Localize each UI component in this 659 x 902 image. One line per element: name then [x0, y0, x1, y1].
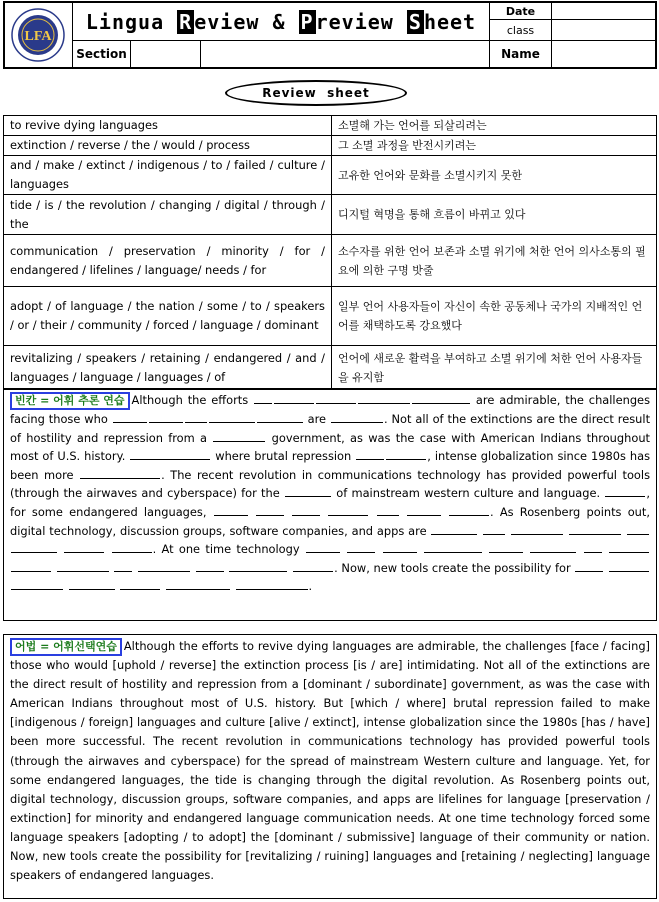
blank-field[interactable]	[569, 524, 621, 535]
passage-text: . At one time technology	[152, 542, 300, 557]
date-label: Date	[490, 3, 552, 20]
blank-field[interactable]	[196, 561, 224, 572]
vocab-korean: 디지털 혁명을 통해 흐름이 바뀌고 있다	[332, 195, 657, 235]
blank-field[interactable]	[412, 393, 470, 404]
name-label: Name	[490, 41, 552, 67]
title-text: eview &	[194, 9, 299, 34]
vocab-english: extinction / reverse / the / would / process	[4, 136, 332, 156]
passage-text: where brutal repression	[215, 449, 352, 464]
vocab-korean: 그 소멸 과정을 반전시키려는	[332, 136, 657, 156]
blank-field[interactable]	[229, 561, 287, 572]
blank-field[interactable]	[609, 542, 649, 553]
section-extra-field[interactable]	[201, 41, 490, 67]
blank-field[interactable]	[449, 505, 489, 516]
passage-text: , intense globalization since 1980s has been more	[10, 449, 651, 482]
vocab-english: communication / preservation / minority / for / endangered / lifelines / language/ needs / for	[4, 235, 332, 287]
blank-field[interactable]	[213, 431, 265, 442]
passage-text: . The recent revolution in communications technology has provided powerful tools (through the airwaves and cyberspace) for the	[10, 467, 650, 501]
blank-field[interactable]	[285, 486, 331, 497]
blank-field[interactable]	[274, 393, 314, 404]
blank-exercise-box	[3, 388, 657, 621]
choice-exercise-tag: 어법 = 어휘선택연습	[10, 638, 122, 656]
blank-field[interactable]	[257, 412, 303, 423]
blank-field[interactable]	[424, 542, 482, 553]
blank-field[interactable]	[292, 505, 320, 516]
vocab-korean: 소멸해 가는 언어를 되살리려는	[332, 116, 657, 136]
blank-field[interactable]	[69, 579, 115, 590]
blank-field[interactable]	[316, 393, 356, 404]
logo-text: LFA	[24, 29, 52, 44]
passage-text: .	[308, 579, 313, 594]
blank-field[interactable]	[214, 505, 248, 516]
blank-field[interactable]	[383, 542, 417, 553]
title-highlight-letter: R	[179, 9, 193, 34]
blank-field[interactable]	[407, 505, 441, 516]
logo-cell	[5, 3, 73, 67]
blank-field[interactable]	[209, 412, 255, 423]
name-field[interactable]	[552, 41, 655, 67]
blank-field[interactable]	[236, 579, 308, 590]
blank-exercise-tag: 빈칸 = 어휘 추론 연습	[10, 392, 130, 410]
blank-field[interactable]	[11, 579, 63, 590]
passage-text: are admirable, the challenges facing those who	[10, 393, 650, 426]
blank-field[interactable]	[138, 561, 190, 572]
title-text: heet	[423, 9, 477, 34]
title-highlight-letter: S	[408, 9, 422, 34]
class-field[interactable]	[552, 20, 655, 41]
vocab-korean: 언어에 새로운 활력을 부여하고 소멸 위기에 처한 언어 사용자들을 유지함	[332, 346, 657, 390]
blank-field[interactable]	[80, 468, 160, 479]
blank-field[interactable]	[328, 505, 368, 516]
blank-field[interactable]	[483, 524, 505, 535]
blank-field[interactable]	[489, 542, 523, 553]
title-text: review	[315, 9, 407, 34]
sheet-title	[73, 3, 490, 41]
passage-text: are	[307, 412, 327, 426]
blank-field[interactable]	[57, 561, 109, 572]
blank-field[interactable]	[293, 561, 333, 572]
vocab-row	[4, 235, 657, 287]
blank-field[interactable]	[511, 524, 563, 535]
blank-field[interactable]	[306, 542, 340, 553]
title-text: Lingua	[85, 9, 178, 34]
blank-field[interactable]	[114, 561, 132, 572]
vocab-korean: 일부 언어 사용자들이 자신이 속한 공동체나 국가의 지배적인 언어를 채택하도록 강요했다	[332, 287, 657, 346]
vocab-english: to revive dying languages	[4, 116, 332, 136]
blank-field[interactable]	[113, 412, 147, 423]
vocab-row	[4, 195, 657, 235]
blank-field[interactable]	[331, 412, 383, 423]
blank-field[interactable]	[256, 505, 284, 516]
blank-field[interactable]	[347, 542, 375, 553]
passage-text: . As Rosenberg points out, digital technology, discussion groups, software companies, and apps are	[10, 504, 650, 538]
vocab-row	[4, 346, 657, 390]
blank-field[interactable]	[627, 524, 649, 535]
vocab-english: tide / is / the revolution / changing / digital / through / the	[4, 195, 332, 235]
worksheet-header	[3, 1, 657, 69]
section-field[interactable]	[131, 41, 201, 67]
vocab-table	[3, 115, 657, 390]
blank-field[interactable]	[64, 542, 104, 553]
vocab-row	[4, 287, 657, 346]
blank-field[interactable]	[377, 505, 399, 516]
vocab-english: adopt / of language / the nation / some / to / speakers / or / their / community / forced / language / dominant	[4, 287, 332, 346]
blank-field[interactable]	[166, 579, 230, 590]
blank-field[interactable]	[11, 561, 51, 572]
class-label: class	[490, 20, 552, 41]
blank-field[interactable]	[149, 412, 183, 423]
section-label: Section	[73, 41, 131, 67]
vocab-row	[4, 136, 657, 156]
blank-field[interactable]	[575, 561, 603, 572]
passage-text: government, as was the case with American Indians throughout most of U.S. history.	[10, 430, 651, 464]
blank-field[interactable]	[11, 542, 57, 553]
vocab-row	[4, 156, 657, 195]
passage-text: Although the efforts	[131, 393, 249, 407]
blank-field[interactable]	[584, 542, 602, 553]
blank-field[interactable]	[254, 393, 272, 404]
blank-field[interactable]	[358, 393, 410, 404]
vocab-korean: 소수자를 위한 언어 보존과 소멸 위기에 처한 언어 의사소통의 필요에 의한 구명 밧줄	[332, 235, 657, 287]
blank-field[interactable]	[431, 524, 477, 535]
choice-exercise-box	[3, 634, 657, 899]
vocab-english: and / make / extinct / indigenous / to / failed / culture / languages	[4, 156, 332, 195]
blank-field[interactable]	[605, 486, 645, 497]
passage-text: , for some endangered languages,	[10, 486, 651, 519]
passage-text: . Now, new tools create the possibility for	[334, 560, 571, 575]
vocab-english: revitalizing / speakers / retaining / endangered / and / languages / language / languages / of	[4, 346, 332, 390]
blank-field[interactable]	[130, 449, 210, 460]
blank-field[interactable]	[185, 412, 207, 423]
blank-field[interactable]	[609, 561, 649, 572]
review-sheet-title: Review sheet	[225, 80, 407, 106]
blank-field[interactable]	[386, 449, 426, 460]
title-highlight-letter: P	[300, 9, 314, 34]
blank-field[interactable]	[356, 449, 384, 460]
passage-text: of	[336, 486, 348, 501]
vocab-row	[4, 116, 657, 136]
vocab-korean: 고유한 언어와 문화를 소멸시키지 못한	[332, 156, 657, 195]
passage-text: mainstream western culture and language.	[351, 486, 601, 501]
school-logo-icon	[11, 8, 65, 62]
blank-field[interactable]	[112, 542, 152, 553]
blank-field[interactable]	[120, 579, 160, 590]
date-field[interactable]	[552, 3, 655, 20]
choice-passage-text: Although the efforts to revive dying languages are admirable, the challenges [face / facing] those who would [uphold / reverse] the extinction process [is / are] intimidating. Not all of the extinctions are the direct result of hostility and repression from a [dominant / subordinate] government, as was the case with American Indians throughout most of U.S. history. But [which / where] brutal repression failed to make [indigenous / foreign] languages and culture [alive / extinct], intense globalization since the 1980s [has / have] been more successful. The recent revolution in communications technology has provided powerful tools (through the airwaves and cyberspace) for the spread of mainstream Western culture and language. Yet, for some endangered languages, the tide is changing through the digital revolution. As Rosenberg points out, digital technology, discussion groups, software companies, and apps are lifelines for language [preservation / extinction] for minority and endangered language communication needs. At one time technology forced some language speakers [adopting / to adopt] the [dominant / submissive] language of their community or nation. Now, new tools create the possibility for [revitalizing / ruining] languages and [retaining / neglecting] language speakers of endangered languages.	[10, 639, 650, 883]
passage-text: . Not all of the extinctions are the direct result of hostility and repression from a	[10, 412, 651, 445]
blank-field[interactable]	[530, 542, 576, 553]
